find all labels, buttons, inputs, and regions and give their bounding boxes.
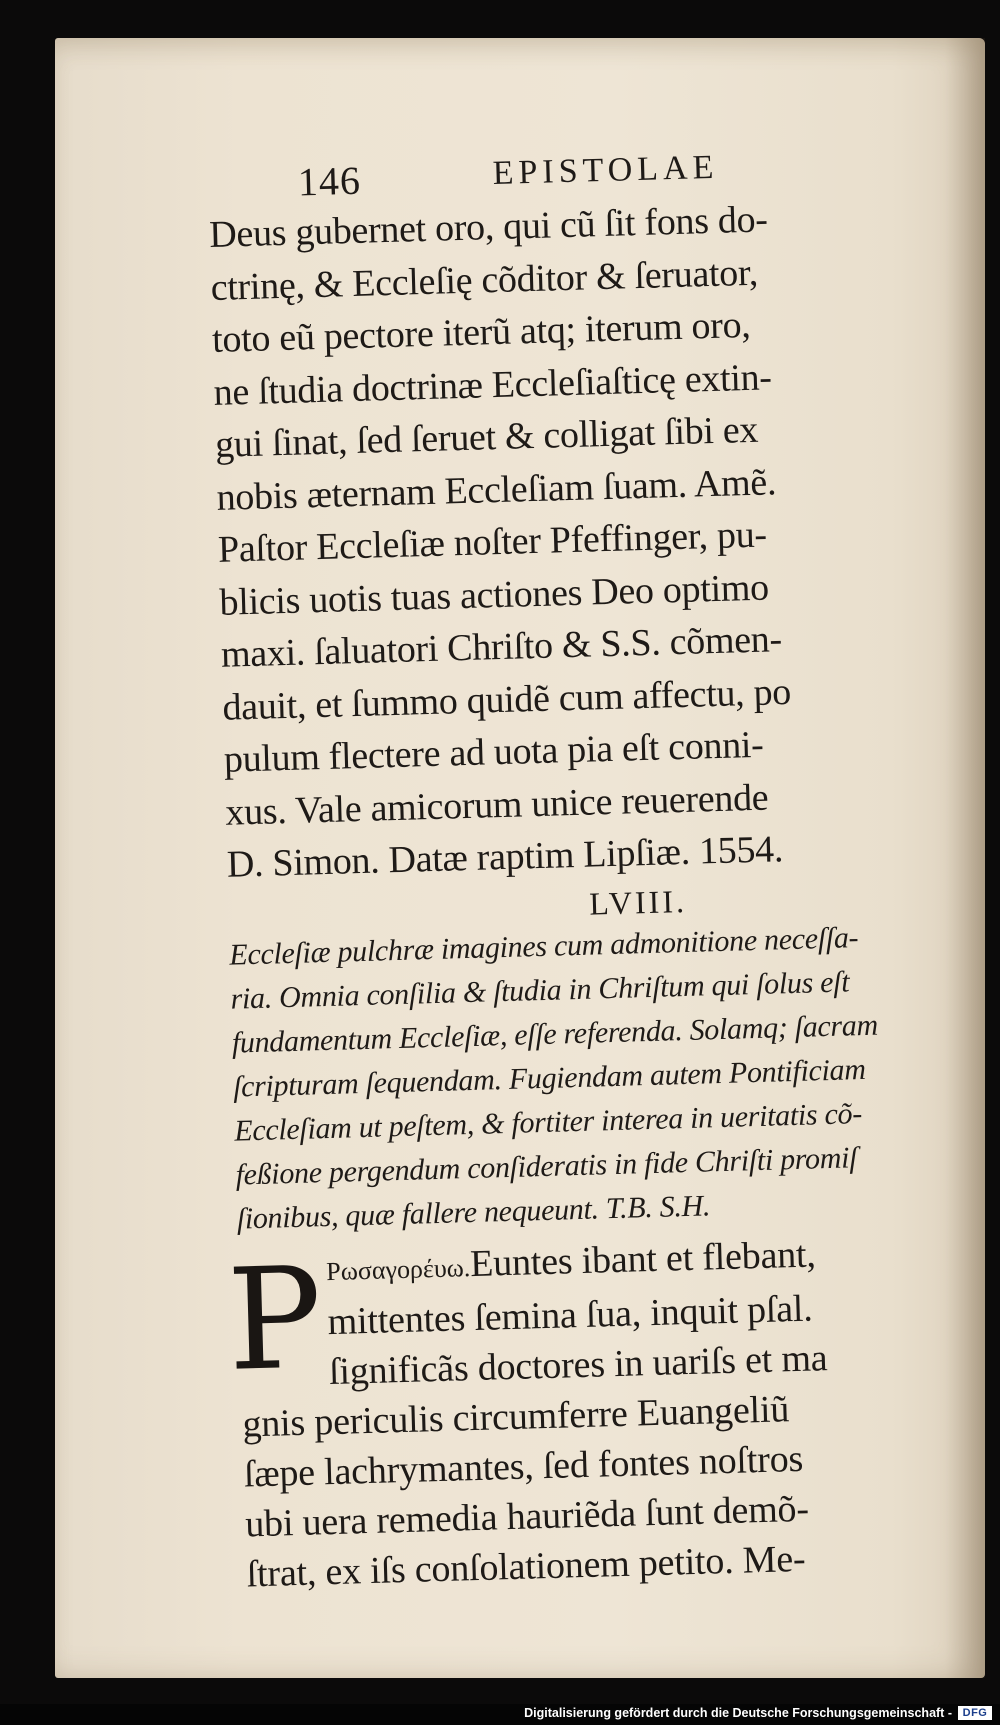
greek-salutation: Ρωσαγορέυω. bbox=[325, 1252, 471, 1286]
text-line: toto eũ pectore iterũ atq; iterum oro, bbox=[211, 303, 751, 361]
text-line: ctrinę, & Eccleſię cõditor & ſeruator, bbox=[210, 251, 759, 309]
text-line: ſignificãs doctores in uariſs et ma bbox=[328, 1336, 828, 1393]
summary-line: Eccleſiæ pulchræ imagines cum admonitione neceſſa- bbox=[228, 920, 859, 972]
summary-line: ſionibus, quæ fallere nequeunt. T.B. S.H. bbox=[236, 1188, 711, 1236]
text-line: nobis æternam Eccleſiam ſuam. Amẽ. bbox=[216, 460, 777, 519]
text-line-content: Euntes ibant et flebant, bbox=[469, 1232, 817, 1285]
letter-number: LVIII. bbox=[588, 882, 688, 922]
book-page bbox=[55, 38, 985, 1678]
dfg-logo: DFG bbox=[958, 1706, 992, 1720]
running-head: EPISTOLAE bbox=[492, 148, 719, 193]
text-line: D. Simon. Datæ raptim Lipſiæ. 1554. bbox=[226, 828, 784, 886]
text-line: xus. Vale amicorum unice reuerende bbox=[224, 776, 769, 834]
summary-line: Eccleſiam ut peſtem, & fortiter interea in ueritatis cõ- bbox=[233, 1096, 863, 1148]
digitization-credit: Digitalisierung gefördert durch die Deutsche Forschungsgemeinschaft - bbox=[524, 1706, 952, 1720]
drop-cap-initial: P bbox=[225, 1236, 325, 1403]
letter-ending-paragraph bbox=[209, 187, 1000, 891]
text-line: ne ſtudia doctrinæ Eccleſiaſticę extin- bbox=[213, 355, 773, 414]
page-text bbox=[207, 131, 1000, 1599]
text-line: mittentes ſemina ſua, inquit pſal. bbox=[327, 1287, 814, 1343]
text-line: Paſtor Eccleſiæ noſter Pfeffinger, pu- bbox=[217, 513, 768, 571]
text-line: gnis periculis circumferre Euangeliũ bbox=[241, 1387, 790, 1445]
letter-summary bbox=[229, 911, 1000, 1241]
summary-line: ria. Omnia conſilia & ſtudia in Chriſtum qui ſolus eſt bbox=[230, 964, 850, 1016]
text-line: gui ſinat, ſed ſeruet & colligat ſibi ex bbox=[214, 408, 759, 466]
letter-body bbox=[225, 1223, 1000, 1599]
text-line: pulum flectere ad uota pia eſt conni- bbox=[223, 723, 765, 781]
text-line: ſæpe lachrymantes, ſed fontes noſtros bbox=[243, 1437, 804, 1495]
text-line: blicis uotis tuas actiones Deo optimo bbox=[218, 565, 770, 624]
text-line: ſtrat, ex iſs conſolationem petito. Me- bbox=[246, 1537, 806, 1595]
summary-line: feßione pergendum conſideratis in fide Chriſti promiſ bbox=[235, 1140, 858, 1192]
text-line: ubi uera remedia hauriẽda ſunt demõ- bbox=[244, 1487, 810, 1545]
text-line: maxi. ſaluatori Chriſto & S.S. cõmen- bbox=[220, 618, 783, 676]
summary-line: ſcripturam ſequendam. Fugiendam autem Pontificiam bbox=[232, 1052, 866, 1104]
text-line: dauit, et ſummo quidẽ cum affectu, po bbox=[221, 670, 792, 729]
summary-line: fundamentum Eccleſiæ, eſſe referenda. Solamq; ſacram bbox=[231, 1008, 879, 1060]
page-number: 146 bbox=[297, 157, 362, 205]
text-line: Deus gubernet oro, qui cũ ſit fons do- bbox=[208, 198, 769, 256]
